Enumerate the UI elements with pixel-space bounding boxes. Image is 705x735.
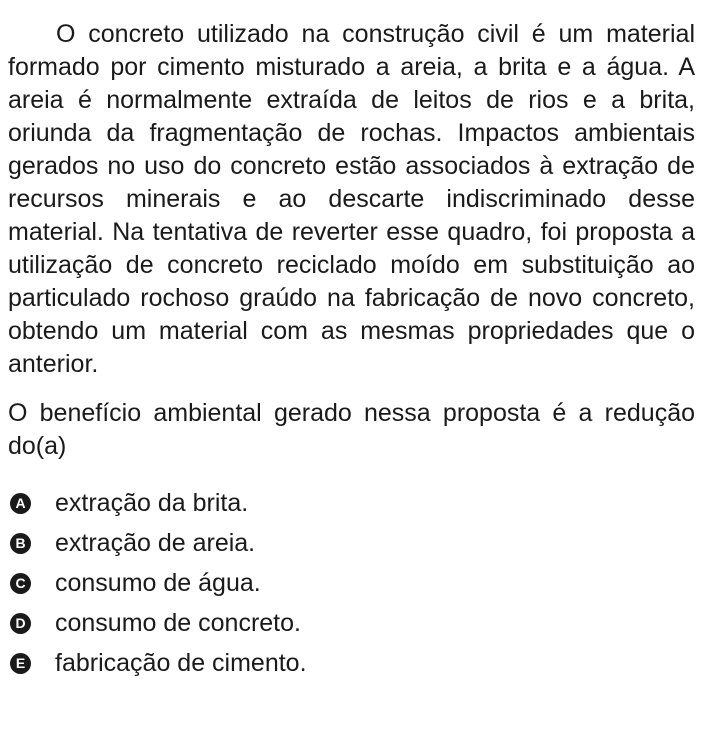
passage-paragraph: O concreto utilizado na construção civil é um material formado por cimento misturado a areia, a brita e a água. A areia é normalmente extraída de leitos de rios e a brita, oriunda da fragmentação de rochas. Impactos ambientais gerados no uso do concreto estão associados à extração de recursos minerais e ao descarte indiscriminado desse material. Na tentativa de reverter esse quadro, foi proposta a utilização de concreto reciclado moído em substituição ao particulado rochoso graúdo na fabricação de novo concreto, obtendo um material com as mesmas propriedades que o anterior. bbox=[8, 20, 695, 378]
option-a-text: extração da brita. bbox=[55, 488, 249, 517]
option-e[interactable] bbox=[8, 643, 695, 683]
option-b-text: extração de areia. bbox=[55, 528, 256, 557]
question-stem: O benefício ambiental gerado nessa proposta é a redução do(a) bbox=[8, 399, 695, 460]
option-d[interactable] bbox=[8, 603, 695, 643]
option-b[interactable] bbox=[8, 523, 695, 563]
option-a-letter-badge: A bbox=[10, 493, 31, 514]
option-d-text: consumo de concreto. bbox=[55, 608, 301, 637]
answer-options bbox=[8, 483, 695, 683]
option-d-letter-badge: D bbox=[10, 613, 31, 634]
option-e-letter-badge: E bbox=[10, 653, 31, 674]
option-c[interactable] bbox=[8, 563, 695, 603]
option-e-text: fabricação de cimento. bbox=[55, 648, 307, 677]
option-c-text: consumo de água. bbox=[55, 568, 261, 597]
option-b-letter-badge: B bbox=[10, 533, 31, 554]
option-a[interactable] bbox=[8, 483, 695, 523]
option-c-letter-badge: C bbox=[10, 573, 31, 594]
